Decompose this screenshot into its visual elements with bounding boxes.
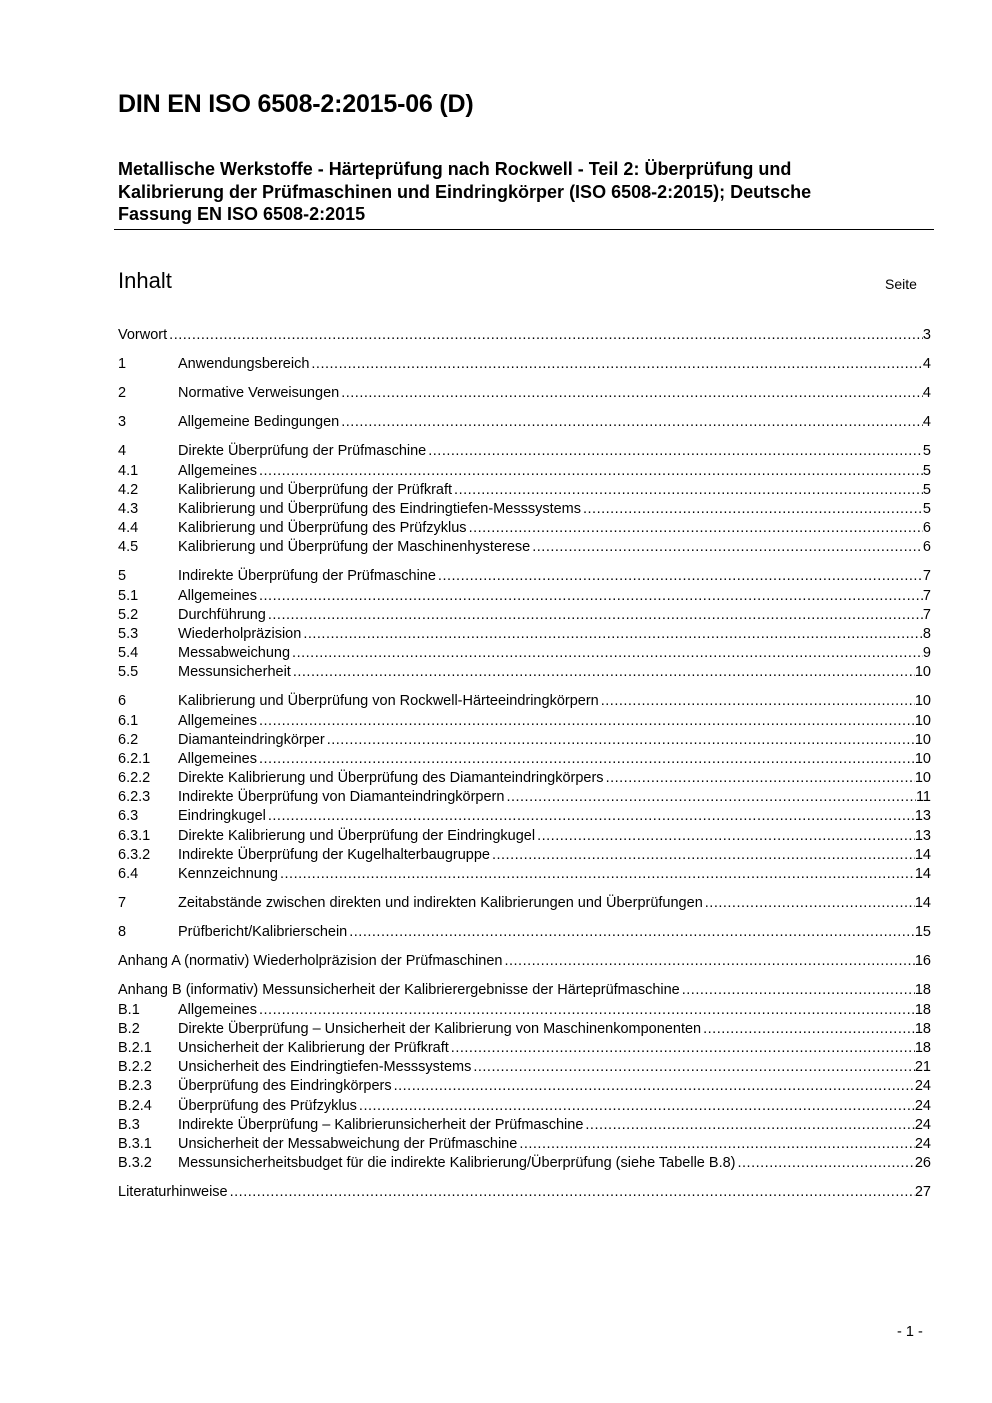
toc-entry-title: Kalibrierung und Überprüfung der Prüfkraft: [178, 482, 453, 498]
toc-entry-number: 1: [118, 356, 127, 372]
toc-dot-leader: [339, 413, 923, 431]
toc-entry-page: 3: [922, 327, 931, 343]
toc-entry-title: Normative Verweisungen: [178, 385, 340, 401]
toc-entry[interactable]: [118, 1183, 931, 1201]
toc-entry-number: 6: [118, 693, 127, 709]
toc-entry-body: [178, 827, 931, 845]
toc-entry-number: B.3: [118, 1117, 140, 1133]
toc-entry-title: Unsicherheit der Kalibrierung der Prüfkraft: [178, 1040, 449, 1056]
toc-dot-leader: [599, 692, 915, 710]
toc-dot-leader: [467, 519, 923, 537]
toc-entry-title: Allgemeines: [178, 1002, 257, 1018]
toc-entry-number: 5.5: [118, 664, 139, 680]
toc-entry-number: 5.1: [118, 588, 139, 604]
toc-entry-body: [118, 981, 931, 999]
toc-entry-title: Zeitabstände zwischen direkten und indirekten Kalibrierungen und Überprüfungen: [178, 895, 703, 911]
toc-entry-body: [178, 923, 931, 941]
toc-entry[interactable]: [118, 442, 931, 460]
toc-entry-page: 11: [915, 789, 931, 805]
toc-entry-page: 4: [922, 356, 931, 372]
toc-dot-leader: [339, 384, 923, 402]
toc-entry-title: Direkte Überprüfung – Unsicherheit der Kalibrierung von Maschinenkomponenten: [178, 1021, 702, 1037]
toc-entry[interactable]: [118, 663, 931, 681]
toc-entry-number: B.2: [118, 1021, 140, 1037]
toc-entry-page: 24: [914, 1078, 931, 1094]
toc-dot-leader: [736, 1154, 915, 1172]
toc-dot-leader: [449, 1039, 915, 1057]
toc-entry-body: [178, 894, 931, 912]
toc-entry-number: 2: [118, 385, 127, 401]
toc-entry-body: [178, 1077, 931, 1095]
toc-entry[interactable]: [118, 587, 931, 605]
toc-entry-body: [178, 587, 931, 605]
document-title-line: Kalibrierung der Prüfmaschinen und Eindringkörper (ISO 6508-2:2015); Deutsche: [118, 181, 812, 202]
toc-entry-number: 6.4: [118, 866, 139, 882]
toc-entry[interactable]: [118, 644, 931, 662]
toc-entry-title: Allgemeines: [178, 713, 257, 729]
toc-entry-body: [178, 1039, 931, 1057]
toc-dot-leader: [530, 538, 923, 556]
toc-entry-title: Allgemeines: [178, 463, 257, 479]
toc-entry-body: [178, 846, 931, 864]
toc-entry-page: 24: [914, 1117, 931, 1133]
toc-entry-page: 10: [914, 664, 931, 680]
toc-entry-page: 6: [922, 539, 931, 555]
toc-entry-title: Indirekte Überprüfung der Kugelhalterbaugruppe: [178, 847, 490, 863]
toc-entry-number: 6.2.2: [118, 770, 151, 786]
toc-entry-body: [178, 788, 931, 806]
toc-entry[interactable]: [118, 326, 931, 344]
toc-dot-leader: [266, 606, 923, 624]
toc-entry-page: 18: [914, 982, 931, 998]
toc-entry[interactable]: [118, 606, 931, 624]
toc-entry[interactable]: [118, 1077, 931, 1095]
toc-entry-page: 4: [922, 385, 931, 401]
toc-dot-leader: [426, 442, 923, 460]
toc-entry-number: B.3.1: [118, 1136, 152, 1152]
toc-entry[interactable]: [118, 865, 931, 883]
toc-entry-page: 16: [914, 953, 931, 969]
toc-dot-leader: [325, 731, 915, 749]
toc-entry-page: 5: [922, 482, 931, 498]
toc-entry-number: 4.4: [118, 520, 139, 536]
toc-entry-page: 7: [922, 588, 931, 604]
toc-entry[interactable]: [118, 894, 931, 912]
toc-dot-leader: [167, 326, 923, 344]
toc-entry-title: Wiederholpräzision: [178, 626, 302, 642]
toc-entry-title: Kalibrierung und Überprüfung der Maschinenhysterese: [178, 539, 531, 555]
toc-dot-leader: [257, 1001, 915, 1019]
toc-entry-title: Eindringkugel: [178, 808, 266, 824]
toc-entry-body: [178, 1097, 931, 1115]
toc-entry-number: 6.2.1: [118, 751, 151, 767]
toc-entry-page: 4: [922, 414, 931, 430]
toc-entry-page: 18: [914, 1002, 931, 1018]
toc-entry-title: Messabweichung: [178, 645, 291, 661]
toc-entry-number: B.3.2: [118, 1155, 152, 1171]
toc-entry-number: 4: [118, 443, 127, 459]
toc-entry-number: 8: [118, 924, 127, 940]
toc-entry-title: Unsicherheit des Eindringtiefen-Messsystems: [178, 1059, 472, 1075]
toc-entry-title: Indirekte Überprüfung der Prüfmaschine: [178, 568, 436, 584]
toc-dot-leader: [504, 788, 916, 806]
toc-entry-page: 10: [914, 770, 931, 786]
toc-entry-page: 6: [922, 520, 931, 536]
toc-dot-leader: [436, 567, 923, 585]
toc-entry-body: [178, 567, 931, 585]
toc-entry-body: [178, 625, 931, 643]
toc-entry[interactable]: [118, 1154, 931, 1172]
toc-dot-leader: [301, 625, 923, 643]
toc-dot-leader: [471, 1058, 915, 1076]
toc-entry[interactable]: [118, 1116, 931, 1134]
toc-entry-title: Diamanteindringkörper: [178, 732, 325, 748]
toc-entry-page: 26: [914, 1155, 931, 1171]
toc-dot-leader: [701, 1020, 915, 1038]
toc-entry-page: 5: [922, 501, 931, 517]
toc-entry-body: [178, 442, 931, 460]
toc-entry-number: 5.2: [118, 607, 139, 623]
toc-dot-leader: [347, 923, 915, 941]
toc-entry-number: B.2.3: [118, 1078, 152, 1094]
toc-entry[interactable]: [118, 731, 931, 749]
toc-entry-page: 5: [922, 463, 931, 479]
toc-entry-body: [178, 644, 931, 662]
toc-entry[interactable]: [118, 769, 931, 787]
toc-entry[interactable]: [118, 750, 931, 768]
toc-dot-leader: [257, 587, 923, 605]
toc-entry[interactable]: [118, 567, 931, 585]
toc-entry-body: [178, 355, 931, 373]
toc-entry[interactable]: [118, 625, 931, 643]
toc-entry[interactable]: [118, 384, 931, 402]
toc-entry-body: [178, 1116, 931, 1134]
toc-entry-body: [178, 413, 931, 431]
toc-entry-number: 6.3.2: [118, 847, 151, 863]
toc-dot-leader: [452, 481, 923, 499]
toc-entry-page: 9: [922, 645, 931, 661]
toc-entry-page: 7: [922, 568, 931, 584]
toc-dot-leader: [517, 1135, 915, 1153]
toc-entry-page: 13: [914, 828, 931, 844]
toc-entry-body: [178, 731, 931, 749]
toc-entry-page: 10: [914, 713, 931, 729]
toc-entry[interactable]: [118, 1058, 931, 1076]
toc-entry-title: Kalibrierung und Überprüfung des Prüfzyklus: [178, 520, 467, 536]
toc-entry-page: 18: [914, 1040, 931, 1056]
toc-dot-leader: [309, 355, 923, 373]
toc-dot-leader: [490, 846, 915, 864]
toc-dot-leader: [266, 807, 915, 825]
toc-entry-number: 4.2: [118, 482, 139, 498]
toc-entry-title: Überprüfung des Eindringkörpers: [178, 1078, 392, 1094]
toc-entry-body: [178, 1020, 931, 1038]
toc-entry-body: [178, 606, 931, 624]
toc-entry-body: [118, 952, 931, 970]
toc-entry-body: [178, 1001, 931, 1019]
toc-entry-page: 24: [914, 1136, 931, 1152]
toc-dot-leader: [502, 952, 914, 970]
document-title-line: Fassung EN ISO 6508-2:2015: [118, 204, 366, 224]
toc-dot-leader: [535, 827, 915, 845]
toc-entry-body: [178, 1058, 931, 1076]
toc-entry-page: 24: [914, 1098, 931, 1114]
toc-entry-title: Überprüfung des Prüfzyklus: [178, 1098, 357, 1114]
document-title-line: Metallische Werkstoffe - Härteprüfung nach Rockwell - Teil 2: Überprüfung und: [118, 159, 792, 179]
toc-entry-body: [178, 865, 931, 883]
toc-dot-leader: [703, 894, 915, 912]
toc-dot-leader: [257, 750, 915, 768]
toc-entry-number: B.2.4: [118, 1098, 152, 1114]
toc-dot-leader: [604, 769, 915, 787]
toc-entry[interactable]: [118, 1039, 931, 1057]
toc-entry-body: [178, 712, 931, 730]
toc-entry[interactable]: [118, 1001, 931, 1019]
toc-entry-page: 8: [922, 626, 931, 642]
toc-entry-number: 4.3: [118, 501, 139, 517]
toc-entry-title: Direkte Kalibrierung und Überprüfung der Eindringkugel: [178, 828, 536, 844]
toc-entry-page: 18: [914, 1021, 931, 1037]
toc-entry-page: 27: [914, 1184, 931, 1200]
toc-entry[interactable]: [118, 519, 931, 537]
toc-dot-leader: [290, 644, 923, 662]
toc-entry[interactable]: [118, 712, 931, 730]
toc-entry-page: 10: [914, 751, 931, 767]
toc-entry[interactable]: [118, 538, 931, 556]
document-id: DIN EN ISO 6508-2:2015-06 (D): [118, 90, 474, 118]
toc-dot-leader: [257, 712, 915, 730]
toc-entry-number: 6.3: [118, 808, 139, 824]
toc-entry-title: Allgemeines: [178, 751, 257, 767]
toc-entry[interactable]: [118, 462, 931, 480]
toc-entry-page: 10: [914, 732, 931, 748]
toc-entry-number: 6.2.3: [118, 789, 151, 805]
toc-entry[interactable]: [118, 923, 931, 941]
toc-dot-leader: [257, 462, 923, 480]
toc-entry[interactable]: [118, 1097, 931, 1115]
toc-entry-body: [178, 1135, 931, 1153]
toc-entry-title: Direkte Kalibrierung und Überprüfung des Diamanteindringkörpers: [178, 770, 604, 786]
toc-entry-body: [118, 1183, 931, 1201]
toc-entry-title: Anhang A (normativ) Wiederholpräzision der Prüfmaschinen: [118, 953, 503, 969]
toc-entry-title: Messunsicherheit: [178, 664, 291, 680]
toc-entry[interactable]: [118, 981, 931, 999]
toc-entry-body: [178, 462, 931, 480]
toc-entry[interactable]: [118, 807, 931, 825]
toc-entry-title: Kalibrierung und Überprüfung des Eindringtiefen-Messsystems: [178, 501, 581, 517]
toc-entry-number: 4.1: [118, 463, 139, 479]
toc-entry-body: [178, 538, 931, 556]
toc-entry-page: 21: [914, 1059, 931, 1075]
toc-entry-body: [178, 807, 931, 825]
toc-entry-number: 4.5: [118, 539, 139, 555]
toc-entry-body: [178, 1154, 931, 1172]
toc-entry-body: [118, 326, 931, 344]
toc-entry[interactable]: [118, 827, 931, 845]
toc-entry-number: B.2.1: [118, 1040, 152, 1056]
toc-entry-number: 3: [118, 414, 127, 430]
toc-entry[interactable]: [118, 846, 931, 864]
toc-entry-page: 15: [914, 924, 931, 940]
toc-entry-title: Kalibrierung und Überprüfung von Rockwell-Härteeindringkörpern: [178, 693, 599, 709]
toc-entry-title: Prüfbericht/Kalibrierschein: [178, 924, 348, 940]
toc-entry-page: 14: [914, 866, 931, 882]
toc-page-column-label: Seite: [885, 276, 917, 292]
toc-entry-number: 7: [118, 895, 127, 911]
toc-entry-number: 5.3: [118, 626, 139, 642]
toc-entry-body: [178, 750, 931, 768]
toc-dot-leader: [228, 1183, 915, 1201]
toc-entry-title: Indirekte Überprüfung – Kalibrierunsicherheit der Prüfmaschine: [178, 1117, 584, 1133]
toc-entry-body: [178, 692, 931, 710]
toc-entry-number: B.2.2: [118, 1059, 152, 1075]
toc-entry-body: [178, 481, 931, 499]
toc-entry-number: 6.2: [118, 732, 139, 748]
toc-entry-title: Kennzeichnung: [178, 866, 278, 882]
toc-entry[interactable]: [118, 692, 931, 710]
toc-entry-title: Allgemeines: [178, 588, 257, 604]
toc-entry-body: [178, 519, 931, 537]
toc-entry[interactable]: [118, 355, 931, 373]
toc-dot-leader: [581, 500, 923, 518]
toc-entry-number: 6.1: [118, 713, 139, 729]
toc-entry-title: Direkte Überprüfung der Prüfmaschine: [178, 443, 427, 459]
toc-entry-page: 5: [922, 443, 931, 459]
toc-entry[interactable]: [118, 788, 931, 806]
toc-entry-number: 6.3.1: [118, 828, 151, 844]
toc-dot-leader: [357, 1097, 915, 1115]
toc-entry-title: Unsicherheit der Messabweichung der Prüfmaschine: [178, 1136, 518, 1152]
toc-entry-title: Anhang B (informativ) Messunsicherheit der Kalibrierergebnisse der Härteprüfmaschine: [118, 982, 680, 998]
toc-entry-page: 14: [914, 895, 931, 911]
toc-entry-number: B.1: [118, 1002, 140, 1018]
toc-entry[interactable]: [118, 952, 931, 970]
toc-entry[interactable]: [118, 481, 931, 499]
toc-entry-page: 14: [914, 847, 931, 863]
toc-entry[interactable]: [118, 500, 931, 518]
toc-entry[interactable]: [118, 1135, 931, 1153]
toc-entry-page: 10: [914, 693, 931, 709]
toc-entry-body: [178, 500, 931, 518]
toc-entry-page: 13: [914, 808, 931, 824]
toc-entry-title: Messunsicherheitsbudget für die indirekte Kalibrierung/Überprüfung (siehe Tabelle B.8): [178, 1155, 736, 1171]
toc-entry-title: Anwendungsbereich: [178, 356, 310, 372]
toc-dot-leader: [278, 865, 915, 883]
toc-dot-leader: [680, 981, 915, 999]
toc-entry-number: 5: [118, 568, 127, 584]
toc-entry-number: 5.4: [118, 645, 139, 661]
toc-entry-body: [178, 769, 931, 787]
toc-dot-leader: [583, 1116, 914, 1134]
toc-entry-title: Durchführung: [178, 607, 266, 623]
toc-entry-title: Indirekte Überprüfung von Diamanteindringkörpern: [178, 789, 505, 805]
toc-entry-title: Allgemeine Bedingungen: [178, 414, 340, 430]
toc-dot-leader: [392, 1077, 915, 1095]
toc-entry-page: 7: [922, 607, 931, 623]
toc-entry[interactable]: [118, 413, 931, 431]
toc-heading: Inhalt: [118, 268, 172, 293]
footer-page-number: - 1 -: [897, 1324, 923, 1340]
toc-entry-title: Vorwort: [118, 327, 168, 343]
toc-dot-leader: [291, 663, 915, 681]
toc-entry[interactable]: [118, 1020, 931, 1038]
toc-entry-body: [178, 384, 931, 402]
toc-entry-title: Literaturhinweise: [118, 1184, 228, 1200]
toc-entry-body: [178, 663, 931, 681]
